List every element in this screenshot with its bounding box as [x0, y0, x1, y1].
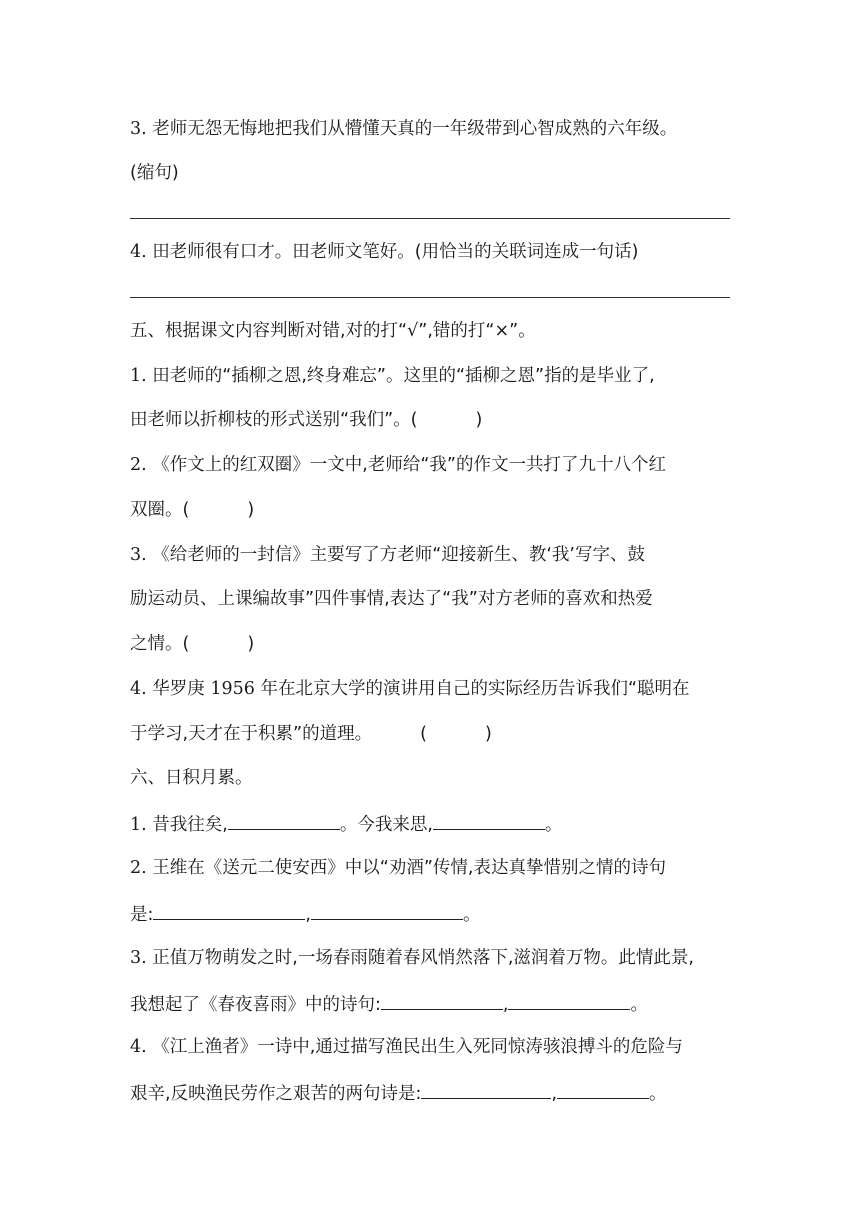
q5-item-4-line2: 于学习,天才在于积累”的道理。 ( ) [130, 724, 492, 744]
q6-item-3-line1: 3. 正值万物萌发之时,一场春雨随着春风悄然落下,滋润着万物。此情此景, [130, 948, 694, 968]
section-5-heading: 五、根据课文内容判断对错,对的打“√”,错的打“×”。 [130, 321, 536, 341]
fill-blank[interactable] [311, 901, 463, 920]
answer-line[interactable] [130, 218, 730, 219]
fill-blank[interactable] [421, 1080, 551, 1099]
fill-blank[interactable] [557, 1080, 649, 1099]
year: 1956 [210, 679, 255, 699]
item-number: 3. [130, 545, 147, 565]
q5-item-3-line3: 之情。( ) [130, 634, 255, 654]
item-number: 1. [130, 366, 147, 386]
item-number: 4. [130, 1037, 147, 1057]
q6-item-4-line1: 4. 《江上渔者》一诗中,通过描写渔民出生入死同惊涛骇浪搏斗的危险与 [130, 1037, 683, 1057]
fill-blank[interactable] [153, 901, 305, 920]
item-number: 1. [130, 815, 147, 835]
item-number: 3. [130, 948, 147, 968]
q5-item-3-line2: 励运动员、上课编故事”四件事情,表达了“我”对方老师的喜欢和热爱 [130, 589, 653, 609]
fill-blank[interactable] [381, 991, 503, 1010]
section-6-heading: 六、日积月累。 [130, 768, 253, 788]
fill-blank[interactable] [433, 811, 545, 830]
item-number: 2. [130, 455, 147, 475]
q5-item-4-line1: 4. 华罗庚 1956 年在北京大学的演讲用自己的实际经历告诉我们“聪明在 [130, 679, 690, 699]
item-number: 2. [130, 858, 147, 878]
q6-item-3-line2: 我想起了《春夜喜雨》中的诗句: , 。 [130, 991, 648, 1017]
q5-item-1-line1: 1. 田老师的“插柳之恩,终身难忘”。这里的“插柳之恩”指的是毕业了, [130, 366, 655, 386]
q6-item-2-line2: 是: , 。 [130, 901, 480, 927]
item-number: 3. [130, 119, 147, 139]
q4-item-3-line2: (缩句) [130, 163, 179, 183]
item-number: 4. [130, 679, 147, 699]
q5-item-3-line1: 3. 《给老师的一封信》主要写了方老师“迎接新生、教‘我’写字、鼓 [130, 545, 645, 565]
answer-line[interactable] [130, 297, 730, 298]
q4-item-3-line1: 3. 老师无怨无悔地把我们从懵懂天真的一年级带到心智成熟的六年级。 [130, 119, 678, 139]
fill-blank[interactable] [228, 811, 340, 830]
item-number: 4. [130, 242, 147, 262]
q4-item-4-line1: 4. 田老师很有口才。田老师文笔好。(用恰当的关联词连成一句话) [130, 242, 639, 262]
q6-item-2-line1: 2. 王维在《送元二使安西》中以“劝酒”传情,表达真挚惜别之情的诗句 [130, 858, 666, 878]
q5-item-2-line2: 双圈。( ) [130, 500, 255, 520]
q5-item-2-line1: 2. 《作文上的红双圈》一文中,老师给“我”的作文一共打了九十八个红 [130, 455, 666, 475]
fill-blank[interactable] [508, 991, 630, 1010]
q6-item-4-line2: 艰辛,反映渔民劳作之艰苦的两句诗是: , 。 [130, 1080, 667, 1106]
q5-item-1-line2: 田老师以折柳枝的形式送别“我们”。( ) [130, 410, 483, 430]
q6-item-1: 1. 昔我往矣, 。今我来思, 。 [130, 811, 562, 837]
